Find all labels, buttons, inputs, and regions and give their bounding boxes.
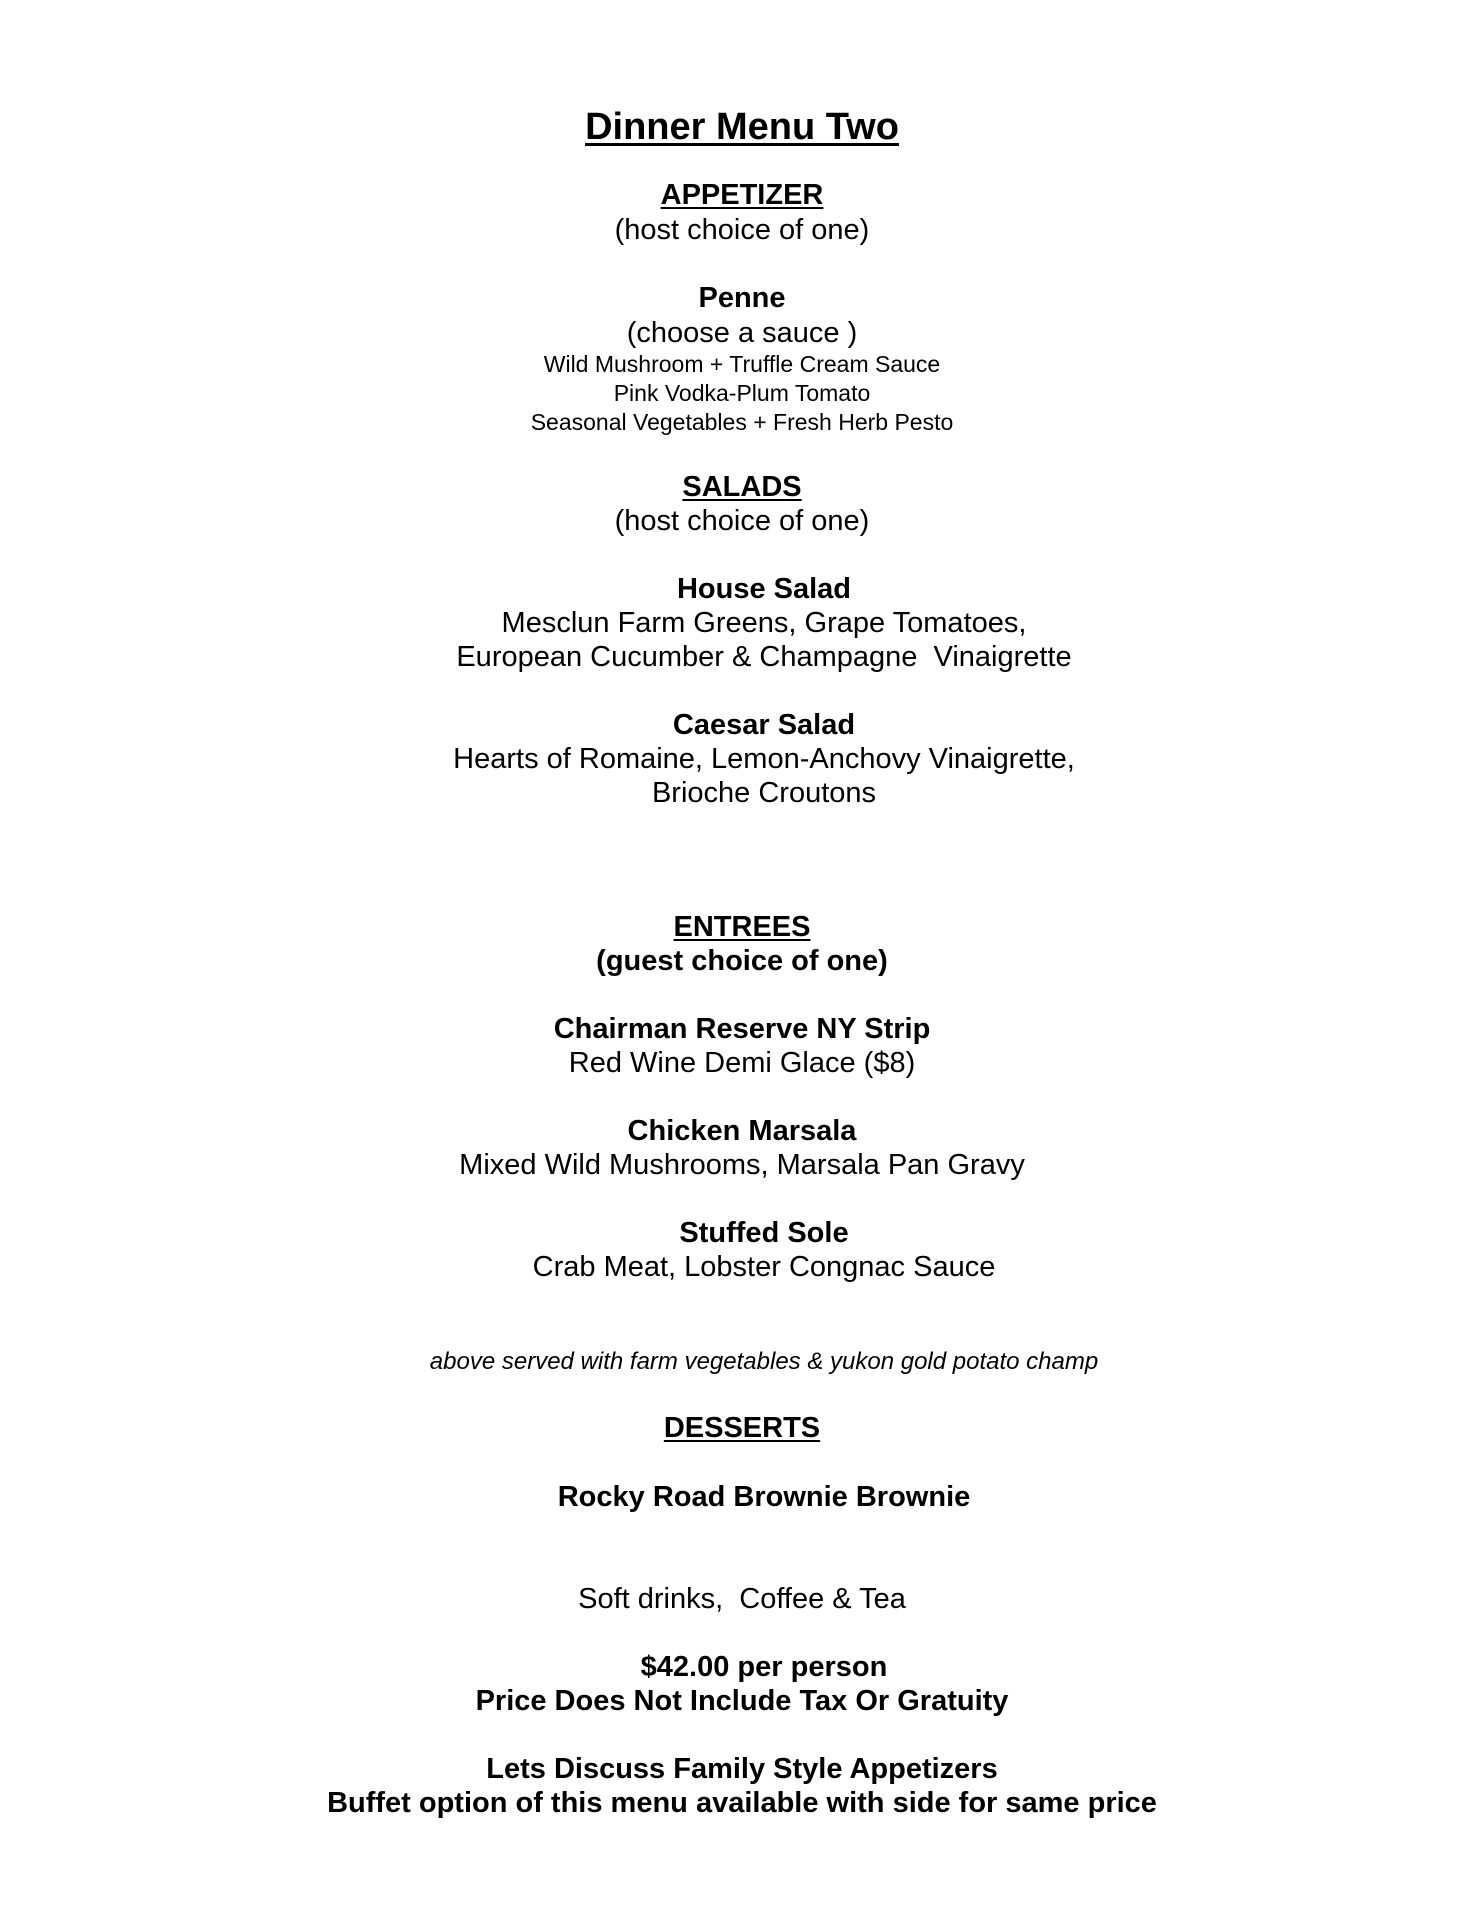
dessert-item: Rocky Road Brownie Brownie — [557, 1481, 971, 1513]
desserts-heading: DESSERTS — [663, 1412, 821, 1444]
sauce-option: Wild Mushroom + Truffle Cream Sauce — [543, 351, 941, 377]
drinks-line: Soft drinks, Coffee & Tea — [578, 1583, 906, 1615]
chicken-marsala-desc: Mixed Wild Mushrooms, Marsala Pan Gravy — [459, 1149, 1025, 1181]
entrees-heading: ENTREES — [673, 911, 811, 943]
chicken-marsala-name: Chicken Marsala — [627, 1115, 857, 1147]
stuffed-sole-name: Stuffed Sole — [679, 1217, 849, 1249]
salads-note: (host choice of one) — [614, 505, 870, 537]
page-title: Dinner Menu Two — [585, 106, 899, 148]
served-with-note: above served with farm vegetables & yukon gold potato champ — [429, 1348, 1099, 1375]
caesar-salad-desc-line: Hearts of Romaine, Lemon-Anchovy Vinaigrette, — [453, 743, 1075, 775]
strip-steak-name: Chairman Reserve NY Strip — [553, 1013, 931, 1045]
entrees-note: (guest choice of one) — [596, 945, 888, 977]
sauce-option: Seasonal Vegetables + Fresh Herb Pesto — [530, 409, 954, 435]
stuffed-sole-desc: Crab Meat, Lobster Congnac Sauce — [532, 1251, 996, 1283]
house-salad-name: House Salad — [676, 573, 852, 605]
house-salad-desc-line: European Cucumber & Champagne Vinaigrette — [456, 641, 1072, 673]
penne-item-name: Penne — [698, 282, 786, 314]
footer-line: Buffet option of this menu available with side for same price — [327, 1787, 1157, 1819]
footer-line: Lets Discuss Family Style Appetizers — [486, 1753, 998, 1785]
penne-item-note: (choose a sauce ) — [626, 317, 858, 349]
appetizer-note: (host choice of one) — [614, 214, 870, 246]
caesar-salad-name: Caesar Salad — [672, 709, 856, 741]
strip-steak-desc: Red Wine Demi Glace ($8) — [568, 1047, 916, 1079]
tax-note: Price Does Not Include Tax Or Gratuity — [475, 1685, 1009, 1717]
price-per-person: $42.00 per person — [640, 1651, 888, 1683]
sauce-option: Pink Vodka-Plum Tomato — [613, 380, 871, 406]
appetizer-heading: APPETIZER — [660, 179, 824, 211]
salads-heading: SALADS — [682, 471, 802, 503]
caesar-salad-desc-line: Brioche Croutons — [651, 777, 877, 809]
house-salad-desc-line: Mesclun Farm Greens, Grape Tomatoes, — [501, 607, 1027, 639]
